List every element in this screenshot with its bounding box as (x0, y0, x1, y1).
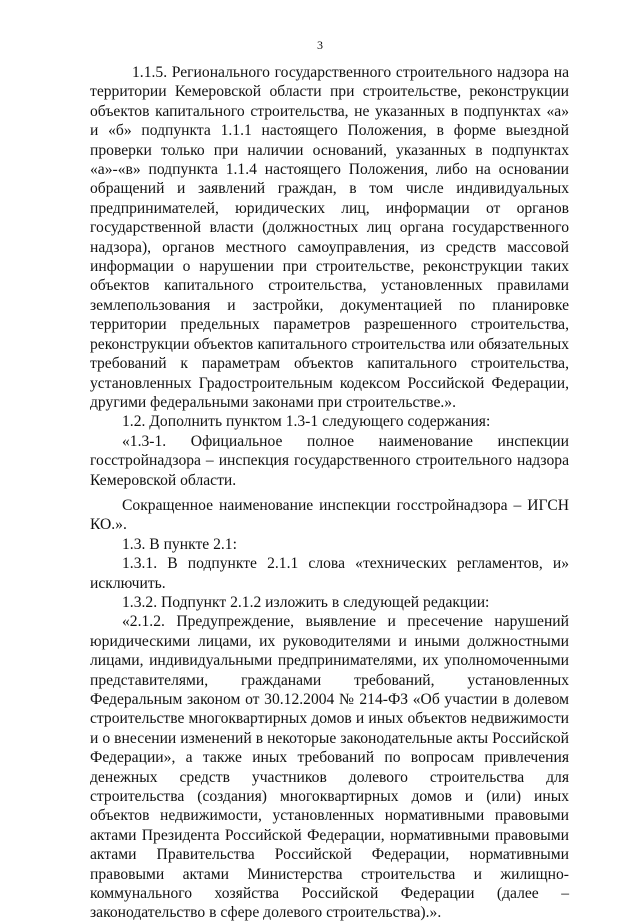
paragraph-1-1-5: 1.1.5. Регионального государственного строительного надзора на территории Кемеровской области при строительстве, реконструкции объектов капитального строительства, не указанных в подпунктах «а» и «б» подпункта 1.1.1 настоящего Положения, в форме выездной проверки только при наличии оснований, указанных в подпунктах «а»-«в» подпункта 1.1.4 настоящего Положения, либо на основании обращений и заявлений граждан, в том числе индивидуальных предпринимателей, юридических лиц, информации от органов государственной власти (должностных лиц органа государственного надзора), органов местного самоуправления, из средств массовой информации о нарушении при строительстве, реконструкции таких объектов капитального строительства, установленных правилами землепользования и застройки, документацией по планировке территории предельных параметров разрешенного строительства, реконструкции объектов капитального строительства или обязательных требований к параметрам объектов капитального строительства, установленных Градостроительным кодексом Российской Федерации, другими федеральными законами при строительстве.». (90, 64, 569, 411)
paragraph-1-3: 1.3. В пункте 2.1: (122, 535, 237, 553)
page-number: 3 (317, 38, 323, 52)
paragraph-short-name: Сокращенное наименование инспекции госстройнадзора – ИГСН КО.». (90, 496, 569, 534)
paragraph-1-2: 1.2. Дополнить пунктом 1.3-1 следующего содержания: (122, 413, 491, 431)
paragraph-1-3-1-official-name: «1.3-1. Официальное полное наименование инспекции госстройнадзора – инспекция государственного строительного надзора Кемеровской области. (90, 432, 569, 489)
paragraph-1-3-1: 1.3.1. В подпункте 2.1.1 слова «технических регламентов, и» исключить. (90, 555, 569, 592)
paragraph-2-1-2: «2.1.2. Предупреждение, выявление и пресечение нарушений юридическими лицами, их руководителями и иными должностными лицами, индивидуальными предпринимателями, их уполномоченными представителями, гражданами требований, установленных Федеральным законом от 30.12.2004 № 214-ФЗ «Об участии в долевом строительстве многоквартирных домов и иных объектов недвижимости и о внесении изменений в некоторые законодательные акты Российской Федерации», а также иных требований по вопросам привлечения денежных средств участников долевого строительства для строительства (создания) многоквартирных домов и (или) иных объектов недвижимости, установленных нормативными правовыми актами Президента Российской Федерации, нормативными правовыми актами Правительства Российской Федерации, нормативными правовыми актами Министерства строительства и жилищно-коммунального хозяйства Российской Федерации (далее – законодательство в сфере долевого строительства).». (90, 613, 569, 922)
document-body (90, 63, 569, 923)
paragraph-1-3-2: 1.3.2. Подпункт 2.1.2 изложить в следующей редакции: (122, 593, 490, 611)
